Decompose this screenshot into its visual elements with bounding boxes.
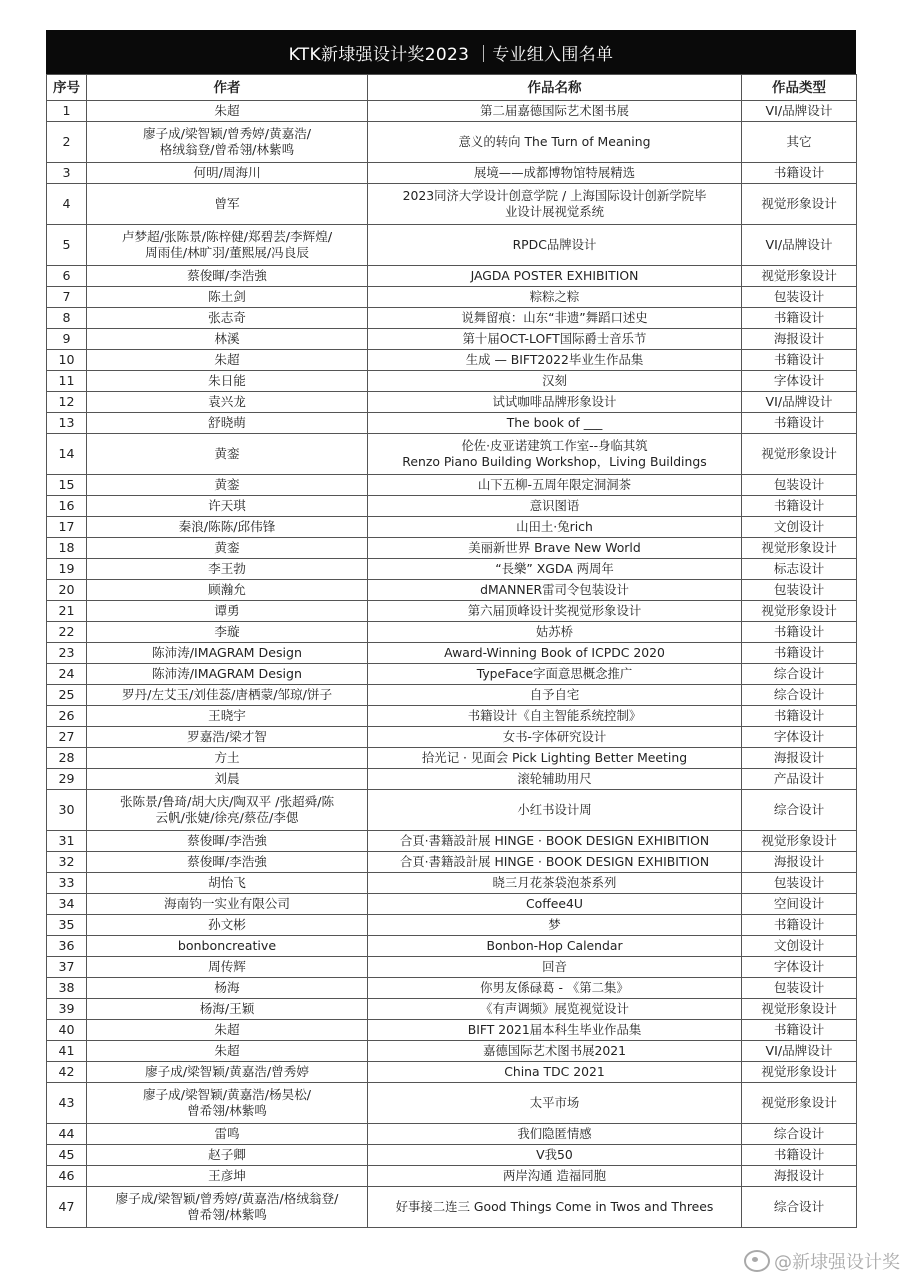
cell-work-title: 合頁·書籍設計展 HINGE · BOOK DESIGN EXHIBITION <box>368 831 742 852</box>
cell-author: 曾军 <box>87 184 368 225</box>
table-row <box>47 936 857 957</box>
table-row <box>47 915 857 936</box>
table-row <box>47 1041 857 1062</box>
cell-author: 秦浪/陈陈/邱伟锋 <box>87 517 368 538</box>
table-row <box>47 184 857 225</box>
cell-work-type: 包装设计 <box>742 978 857 999</box>
cell-author: 罗丹/左艾玉/刘佳蕊/唐栖蒙/邹琼/饼子 <box>87 685 368 706</box>
cell-work-title: 第十届OCT-LOFT国际爵士音乐节 <box>368 329 742 350</box>
cell-no: 15 <box>47 475 87 496</box>
cell-work-title: 两岸沟通 造福同胞 <box>368 1166 742 1187</box>
cell-author: 朱超 <box>87 1020 368 1041</box>
cell-work-type: 视觉形象设计 <box>742 999 857 1020</box>
table-row <box>47 873 857 894</box>
table-row <box>47 1062 857 1083</box>
cell-author: 王晓宇 <box>87 706 368 727</box>
table-row <box>47 413 857 434</box>
cell-work-type: 包装设计 <box>742 873 857 894</box>
cell-work-title: 自予自宅 <box>368 685 742 706</box>
header-work-type: 作品类型 <box>742 75 857 101</box>
cell-author: 张陈景/鲁琦/胡大庆/陶双平 /张超舜/陈 云帆/张婕/徐亮/蔡莅/李偲 <box>87 790 368 831</box>
cell-work-type: 产品设计 <box>742 769 857 790</box>
table-row <box>47 727 857 748</box>
cell-work-title: 生成 — BIFT2022毕业生作品集 <box>368 350 742 371</box>
cell-no: 40 <box>47 1020 87 1041</box>
cell-work-type: 海报设计 <box>742 1166 857 1187</box>
table-row <box>47 308 857 329</box>
cell-work-type: 书籍设计 <box>742 622 857 643</box>
cell-no: 21 <box>47 601 87 622</box>
table-row <box>47 601 857 622</box>
cell-work-type: 视觉形象设计 <box>742 1062 857 1083</box>
cell-work-type: 视觉形象设计 <box>742 434 857 475</box>
cell-author: 蔡俊暉/李浩強 <box>87 831 368 852</box>
cell-no: 41 <box>47 1041 87 1062</box>
cell-no: 47 <box>47 1187 87 1228</box>
cell-work-title: 第二届嘉德国际艺术图书展 <box>368 101 742 122</box>
cell-no: 7 <box>47 287 87 308</box>
cell-no: 38 <box>47 978 87 999</box>
cell-work-type: 海报设计 <box>742 748 857 769</box>
table-row <box>47 1187 857 1228</box>
table-row <box>47 957 857 978</box>
cell-no: 36 <box>47 936 87 957</box>
cell-author: 朱超 <box>87 101 368 122</box>
cell-author: 舒晓萌 <box>87 413 368 434</box>
cell-work-title: 山田土·兔rich <box>368 517 742 538</box>
cell-no: 18 <box>47 538 87 559</box>
cell-no: 1 <box>47 101 87 122</box>
cell-no: 17 <box>47 517 87 538</box>
cell-no: 2 <box>47 122 87 163</box>
cell-no: 25 <box>47 685 87 706</box>
cell-work-type: 综合设计 <box>742 1124 857 1145</box>
cell-work-title: RPDC品牌设计 <box>368 225 742 266</box>
table-row <box>47 266 857 287</box>
cell-work-type: 空间设计 <box>742 894 857 915</box>
table-row <box>47 894 857 915</box>
cell-no: 43 <box>47 1083 87 1124</box>
table-row <box>47 622 857 643</box>
cell-work-title: 合頁·書籍設計展 HINGE · BOOK DESIGN EXHIBITION <box>368 852 742 873</box>
cell-work-type: VI/品牌设计 <box>742 392 857 413</box>
cell-work-type: 包装设计 <box>742 580 857 601</box>
cell-no: 30 <box>47 790 87 831</box>
table-header-row <box>47 75 857 101</box>
cell-work-title: 试试咖啡品牌形象设计 <box>368 392 742 413</box>
cell-author: 廖子成/梁智颖/黄嘉浩/曾秀婷 <box>87 1062 368 1083</box>
table-row <box>47 538 857 559</box>
cell-no: 19 <box>47 559 87 580</box>
cell-no: 11 <box>47 371 87 392</box>
cell-work-title: 粽粽之粽 <box>368 287 742 308</box>
cell-work-title: BIFT 2021届本科生毕业作品集 <box>368 1020 742 1041</box>
cell-work-title: “長樂” XGDA 两周年 <box>368 559 742 580</box>
cell-no: 14 <box>47 434 87 475</box>
table-row <box>47 769 857 790</box>
cell-work-title: V我50 <box>368 1145 742 1166</box>
cell-no: 3 <box>47 163 87 184</box>
cell-work-type: 视觉形象设计 <box>742 831 857 852</box>
cell-author: 周传辉 <box>87 957 368 978</box>
cell-no: 26 <box>47 706 87 727</box>
cell-no: 35 <box>47 915 87 936</box>
table-row <box>47 978 857 999</box>
cell-author: 黄銮 <box>87 475 368 496</box>
cell-no: 32 <box>47 852 87 873</box>
table-row <box>47 580 857 601</box>
cell-work-title: 太平市场 <box>368 1083 742 1124</box>
cell-author: 林溪 <box>87 329 368 350</box>
cell-author: 陈沛涛/IMAGRAM Design <box>87 664 368 685</box>
cell-author: 胡怡飞 <box>87 873 368 894</box>
shortlist-sheet <box>46 30 856 1228</box>
header-work-title: 作品名称 <box>368 75 742 101</box>
cell-author: 廖子成/梁智颖/曾秀婷/黄嘉浩/ 格绒翁登/曾希翎/林紫鸣 <box>87 122 368 163</box>
cell-work-type: 书籍设计 <box>742 915 857 936</box>
table-row <box>47 434 857 475</box>
cell-work-title: The book of ___ <box>368 413 742 434</box>
cell-no: 27 <box>47 727 87 748</box>
cell-author: 杨海/王颖 <box>87 999 368 1020</box>
cell-work-type: 标志设计 <box>742 559 857 580</box>
cell-work-title: 书籍设计《自主智能系统控制》 <box>368 706 742 727</box>
cell-author: 罗嘉浩/梁才智 <box>87 727 368 748</box>
cell-no: 37 <box>47 957 87 978</box>
cell-work-type: 字体设计 <box>742 957 857 978</box>
cell-no: 6 <box>47 266 87 287</box>
cell-work-type: 包装设计 <box>742 287 857 308</box>
cell-author: 廖子成/梁智颖/黄嘉浩/杨昊松/ 曾希翎/林紫鸣 <box>87 1083 368 1124</box>
cell-author: 廖子成/梁智颖/曾秀婷/黄嘉浩/格绒翁登/ 曾希翎/林紫鸣 <box>87 1187 368 1228</box>
cell-author: 赵子卿 <box>87 1145 368 1166</box>
cell-work-type: 包装设计 <box>742 475 857 496</box>
table-row <box>47 999 857 1020</box>
table-row <box>47 122 857 163</box>
cell-no: 10 <box>47 350 87 371</box>
cell-no: 5 <box>47 225 87 266</box>
table-row <box>47 664 857 685</box>
table-row <box>47 1083 857 1124</box>
table-row <box>47 831 857 852</box>
cell-author: 朱日能 <box>87 371 368 392</box>
cell-work-title: 说舞留痕：山东“非遗”舞蹈口述史 <box>368 308 742 329</box>
cell-no: 16 <box>47 496 87 517</box>
cell-work-type: 视觉形象设计 <box>742 1083 857 1124</box>
cell-work-type: 书籍设计 <box>742 1020 857 1041</box>
cell-work-title: dMANNER雷司令包装设计 <box>368 580 742 601</box>
cell-author: 李璇 <box>87 622 368 643</box>
cell-work-title: 意义的转向 The Turn of Meaning <box>368 122 742 163</box>
cell-work-type: 书籍设计 <box>742 496 857 517</box>
cell-no: 29 <box>47 769 87 790</box>
weibo-icon <box>744 1250 770 1272</box>
cell-work-title: 意识图语 <box>368 496 742 517</box>
cell-no: 22 <box>47 622 87 643</box>
cell-author: 何明/周海川 <box>87 163 368 184</box>
table-row <box>47 371 857 392</box>
table-body <box>47 101 857 1228</box>
cell-work-type: 视觉形象设计 <box>742 601 857 622</box>
cell-work-title: 2023同济大学设计创意学院 / 上海国际设计创新学院毕 业设计展视觉系统 <box>368 184 742 225</box>
cell-author: 黄銮 <box>87 434 368 475</box>
table-row <box>47 101 857 122</box>
cell-author: 雷鸣 <box>87 1124 368 1145</box>
cell-no: 44 <box>47 1124 87 1145</box>
cell-work-type: 海报设计 <box>742 852 857 873</box>
table-row <box>47 1166 857 1187</box>
table-row <box>47 852 857 873</box>
watermark-text: @新埭强设计奖 <box>774 1252 900 1273</box>
cell-author: 张志奇 <box>87 308 368 329</box>
cell-work-type: VI/品牌设计 <box>742 225 857 266</box>
cell-work-title: 《有声调频》展览视觉设计 <box>368 999 742 1020</box>
cell-work-title: China TDC 2021 <box>368 1062 742 1083</box>
cell-work-type: 书籍设计 <box>742 413 857 434</box>
table-row <box>47 350 857 371</box>
cell-work-type: 视觉形象设计 <box>742 538 857 559</box>
cell-author: bonboncreative <box>87 936 368 957</box>
table-row <box>47 329 857 350</box>
header-author: 作者 <box>87 75 368 101</box>
table-row <box>47 748 857 769</box>
cell-work-title: 山下五柳-五周年限定洞洞茶 <box>368 475 742 496</box>
cell-work-title: 小红书设计周 <box>368 790 742 831</box>
cell-author: 李王勃 <box>87 559 368 580</box>
cell-work-title: 我们隐匿情感 <box>368 1124 742 1145</box>
table-row <box>47 517 857 538</box>
table-row <box>47 1124 857 1145</box>
cell-no: 45 <box>47 1145 87 1166</box>
cell-no: 24 <box>47 664 87 685</box>
cell-author: 卢梦超/张陈景/陈梓健/郑碧芸/李辉煌/ 周雨佳/林旷羽/董熙展/冯良辰 <box>87 225 368 266</box>
header-no: 序号 <box>47 75 87 101</box>
cell-work-title: 美丽新世界 Brave New World <box>368 538 742 559</box>
cell-work-type: 文创设计 <box>742 936 857 957</box>
cell-author: 方土 <box>87 748 368 769</box>
cell-author: 陈土剑 <box>87 287 368 308</box>
table-row <box>47 496 857 517</box>
table-row <box>47 1020 857 1041</box>
cell-work-type: 综合设计 <box>742 664 857 685</box>
cell-author: 黄銮 <box>87 538 368 559</box>
cell-work-title: TypeFace字面意思概念推广 <box>368 664 742 685</box>
cell-work-type: 书籍设计 <box>742 308 857 329</box>
table-row <box>47 287 857 308</box>
cell-work-title: 晓三月花茶袋泡茶系列 <box>368 873 742 894</box>
cell-author: 朱超 <box>87 350 368 371</box>
cell-author: 蔡俊暉/李浩強 <box>87 266 368 287</box>
sheet-title: KTK新埭强设计奖2023 ｜专业组入围名单 <box>46 30 856 74</box>
cell-work-title: 嘉德国际艺术图书展2021 <box>368 1041 742 1062</box>
cell-author: 王彦坤 <box>87 1166 368 1187</box>
cell-work-type: 综合设计 <box>742 685 857 706</box>
cell-work-title: 第六届顶峰设计奖视觉形象设计 <box>368 601 742 622</box>
cell-work-title: 汉刻 <box>368 371 742 392</box>
cell-no: 33 <box>47 873 87 894</box>
cell-work-title: 滚轮辅助用尺 <box>368 769 742 790</box>
cell-work-type: 书籍设计 <box>742 706 857 727</box>
cell-work-title: Bonbon-Hop Calendar <box>368 936 742 957</box>
cell-work-type: 其它 <box>742 122 857 163</box>
table-row <box>47 1145 857 1166</box>
cell-work-title: 梦 <box>368 915 742 936</box>
cell-no: 46 <box>47 1166 87 1187</box>
cell-work-type: 综合设计 <box>742 790 857 831</box>
cell-work-type: 字体设计 <box>742 727 857 748</box>
cell-work-type: 书籍设计 <box>742 163 857 184</box>
cell-work-type: 视觉形象设计 <box>742 184 857 225</box>
cell-work-title: 你男友係碌葛 - 《第二集》 <box>368 978 742 999</box>
cell-work-type: 书籍设计 <box>742 1145 857 1166</box>
cell-work-type: 文创设计 <box>742 517 857 538</box>
cell-no: 28 <box>47 748 87 769</box>
cell-author: 朱超 <box>87 1041 368 1062</box>
table-row <box>47 225 857 266</box>
cell-work-title: 拾光记 · 见面会 Pick Lighting Better Meeting <box>368 748 742 769</box>
cell-author: 孙文彬 <box>87 915 368 936</box>
table-row <box>47 163 857 184</box>
cell-no: 8 <box>47 308 87 329</box>
cell-no: 31 <box>47 831 87 852</box>
cell-work-type: 视觉形象设计 <box>742 266 857 287</box>
cell-author: 陈沛涛/IMAGRAM Design <box>87 643 368 664</box>
table-row <box>47 685 857 706</box>
cell-no: 42 <box>47 1062 87 1083</box>
weibo-watermark <box>744 1248 900 1274</box>
table-row <box>47 790 857 831</box>
cell-author: 海南钧一实业有限公司 <box>87 894 368 915</box>
cell-work-title: 展境——成都博物馆特展精选 <box>368 163 742 184</box>
table-row <box>47 475 857 496</box>
cell-author: 袁兴龙 <box>87 392 368 413</box>
cell-no: 34 <box>47 894 87 915</box>
cell-work-title: Award-Winning Book of ICPDC 2020 <box>368 643 742 664</box>
cell-work-type: VI/品牌设计 <box>742 101 857 122</box>
cell-work-type: 书籍设计 <box>742 350 857 371</box>
cell-no: 20 <box>47 580 87 601</box>
cell-no: 13 <box>47 413 87 434</box>
cell-work-title: 好事接二连三 Good Things Come in Twos and Threes <box>368 1187 742 1228</box>
cell-author: 许天琪 <box>87 496 368 517</box>
cell-author: 蔡俊暉/李浩強 <box>87 852 368 873</box>
table-row <box>47 559 857 580</box>
cell-work-title: 伦佐·皮亚诺建筑工作室--身临其筑 Renzo Piano Building Workshop，Living Buildings <box>368 434 742 475</box>
cell-no: 12 <box>47 392 87 413</box>
cell-no: 39 <box>47 999 87 1020</box>
table-row <box>47 643 857 664</box>
cell-author: 顾瀚允 <box>87 580 368 601</box>
cell-work-title: Coffee4U <box>368 894 742 915</box>
cell-work-type: 海报设计 <box>742 329 857 350</box>
cell-work-title: 回音 <box>368 957 742 978</box>
cell-work-type: 综合设计 <box>742 1187 857 1228</box>
cell-work-title: 女书-字体研究设计 <box>368 727 742 748</box>
cell-no: 4 <box>47 184 87 225</box>
cell-no: 9 <box>47 329 87 350</box>
table-row <box>47 706 857 727</box>
cell-work-type: VI/品牌设计 <box>742 1041 857 1062</box>
cell-author: 谭勇 <box>87 601 368 622</box>
table-row <box>47 392 857 413</box>
cell-work-title: JAGDA POSTER EXHIBITION <box>368 266 742 287</box>
cell-no: 23 <box>47 643 87 664</box>
cell-author: 刘晨 <box>87 769 368 790</box>
cell-work-type: 书籍设计 <box>742 643 857 664</box>
cell-work-type: 字体设计 <box>742 371 857 392</box>
cell-author: 杨海 <box>87 978 368 999</box>
shortlist-table <box>46 74 857 1228</box>
cell-work-title: 姑苏桥 <box>368 622 742 643</box>
